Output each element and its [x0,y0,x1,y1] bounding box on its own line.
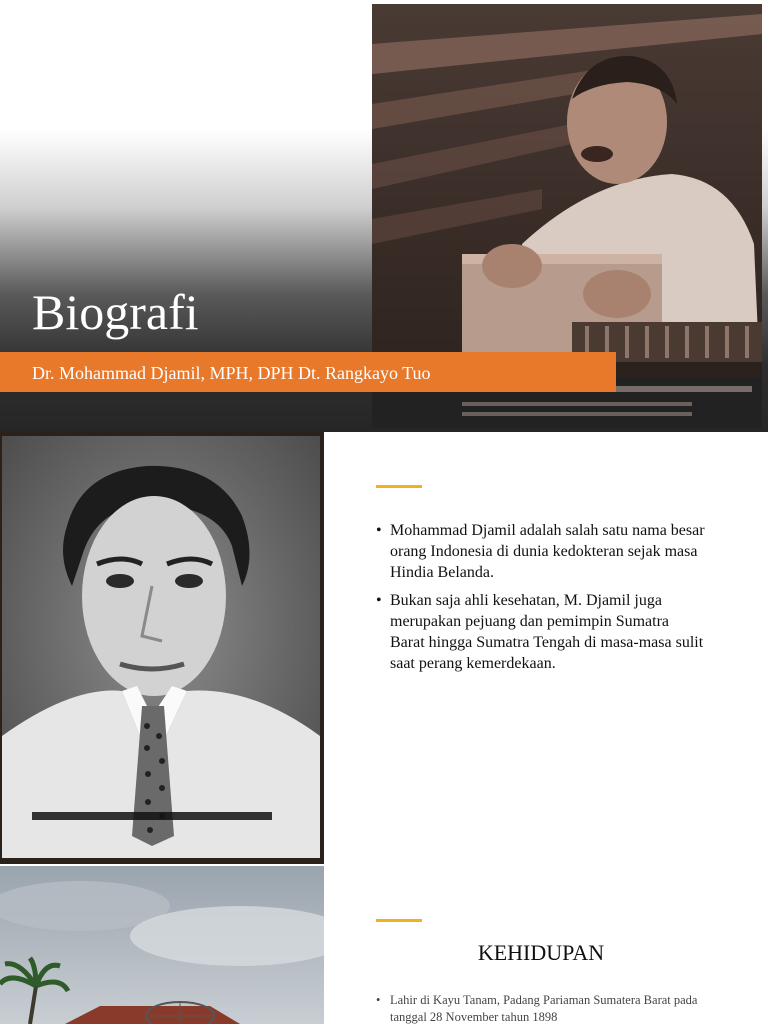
accent-line [376,485,422,488]
sky-building-photo [0,866,324,1024]
slide-title: Biografi [32,284,199,340]
bullet-list [376,520,706,681]
section-heading: KEHIDUPAN [477,940,605,965]
bullet-text: Lahir di Kayu Tanam, Padang Pariaman Sumatera Barat pada tanggal 28 November tahun 1898 [390,993,698,1024]
slide-kehidupan [0,866,768,1024]
portrait-photo [2,436,320,858]
bullet-glyph: • [376,592,382,609]
bullet-list [376,992,706,1024]
bullet-glyph: • [376,993,381,1007]
bullet-text: Mohammad Djamil adalah salah satu nama besar orang Indonesia di dunia kedokteran sejak masa Hindia Belanda. [390,522,705,581]
bullet-item [376,992,706,1024]
accent-line [376,919,422,922]
bullet-item [376,520,706,583]
portrait-frame [0,432,324,864]
subtitle-banner [0,352,616,392]
subtitle-text: Dr. Mohammad Djamil, MPH, DPH Dt. Rangkayo Tuo [32,363,431,383]
bullet-text: Bukan saja ahli kesehatan, M. Djamil juga merupakan pejuang dan pemimpin Sumatra Barat hingga Sumatra Tengah di masa-masa sulit saat perang kemerdekaan. [390,592,704,672]
slide-introduction [0,432,768,866]
bullet-glyph: • [376,522,382,539]
slide-biografi-title [0,0,768,432]
bullet-item [376,590,706,674]
